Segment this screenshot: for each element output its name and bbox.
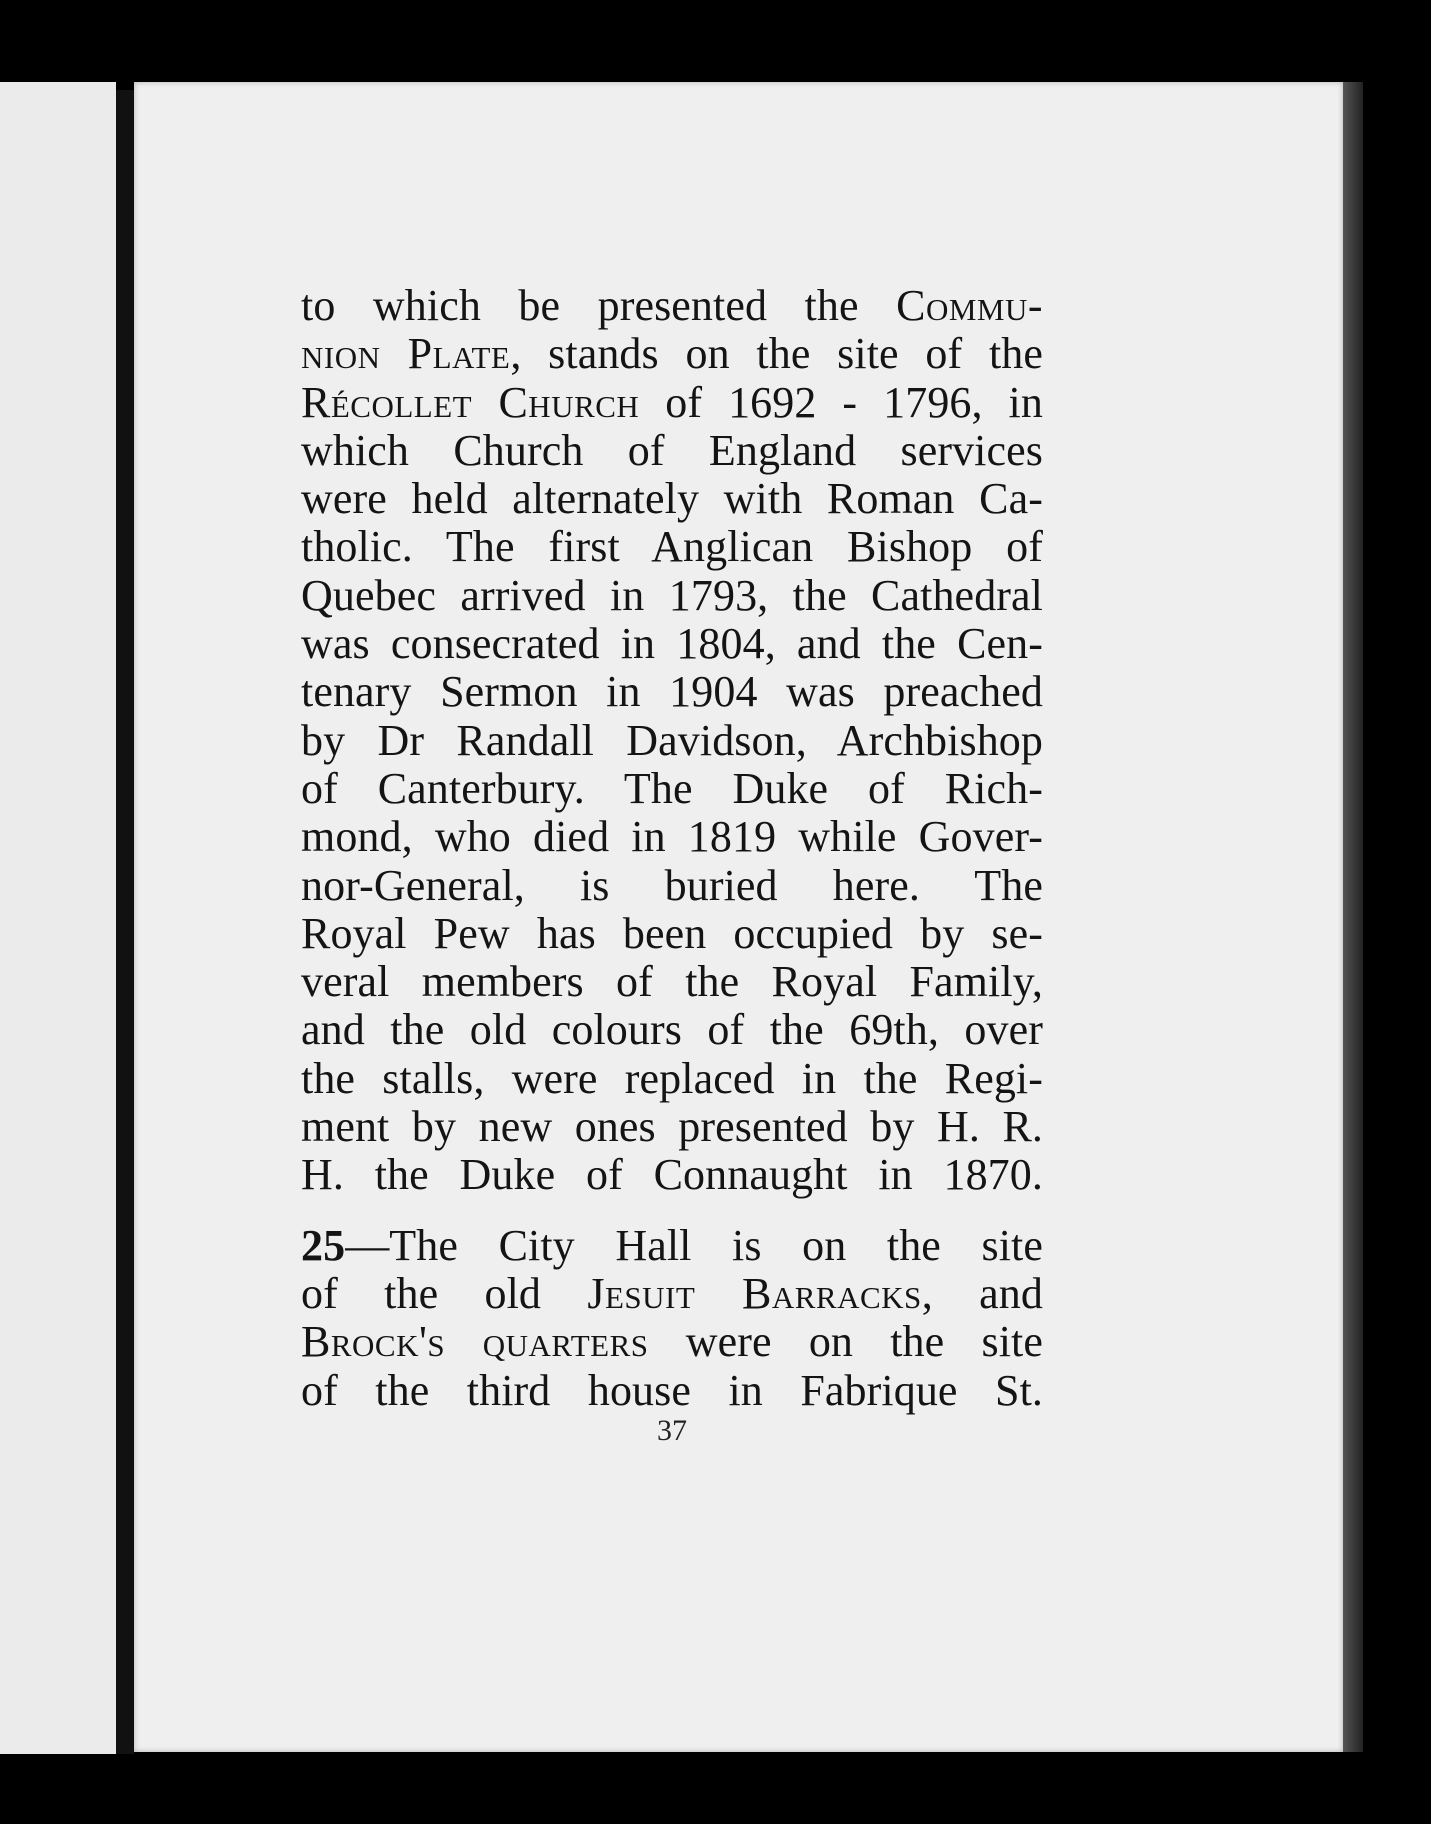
text-line: were held alternately with Roman Ca-	[301, 474, 1043, 524]
text-line: Royal Pew has been occupied by se-	[301, 908, 1043, 958]
text-line: veral members of the Royal Family,	[301, 957, 1043, 1007]
text-line: nor-General, is buried here. The	[301, 860, 1043, 910]
text-line: to which be presented the Commu-	[301, 281, 1043, 330]
paragraph-1	[301, 282, 1043, 1200]
text-line: of Canterbury. The Duke of Rich-	[301, 763, 1043, 813]
text-line: by Dr Randall Davidson, Archbishop	[301, 715, 1043, 765]
text-line: tenary Sermon in 1904 was preached	[301, 667, 1043, 717]
text-line: tholic. The first Anglican Bishop of	[301, 522, 1043, 572]
text-line: nion Plate, stands on the site of the	[301, 329, 1044, 379]
text-line: Brock's quarters were on the site	[301, 1317, 1043, 1367]
page-text	[301, 281, 1044, 1447]
paragraph-2	[301, 1222, 1043, 1415]
text-line: 25—The City Hall is on the site	[301, 1220, 1043, 1270]
book-page	[134, 82, 1343, 1752]
text-line: H. the Duke of Connaught in 1870.	[301, 1150, 1043, 1200]
text-line: Récollet Church of 1692 - 1796, in	[301, 377, 1043, 427]
paragraph-spacer	[301, 1200, 1043, 1222]
text-line: the stalls, were replaced in the Regi-	[301, 1053, 1043, 1103]
text-line: of the third house in Fabrique St.	[301, 1365, 1043, 1415]
text-line: of the old Jesuit Barracks, and	[301, 1268, 1044, 1318]
page-edge-shadow	[1343, 82, 1363, 1752]
book-gutter	[116, 90, 134, 1754]
text-line: ment by new ones presented by H. R.	[301, 1102, 1043, 1152]
section-number: 25	[301, 1220, 346, 1270]
text-line: mond, who died in 1819 while Gover-	[301, 812, 1043, 862]
page-number: 37	[657, 1414, 687, 1447]
text-line: Quebec arrived in 1793, the Cathedral	[301, 570, 1043, 620]
facing-page-edge	[0, 82, 116, 1754]
text-line: was consecrated in 1804, and the Cen-	[301, 619, 1043, 669]
text-line: which Church of England services	[301, 425, 1043, 475]
text-line: and the old colours of the 69th, over	[301, 1005, 1043, 1055]
